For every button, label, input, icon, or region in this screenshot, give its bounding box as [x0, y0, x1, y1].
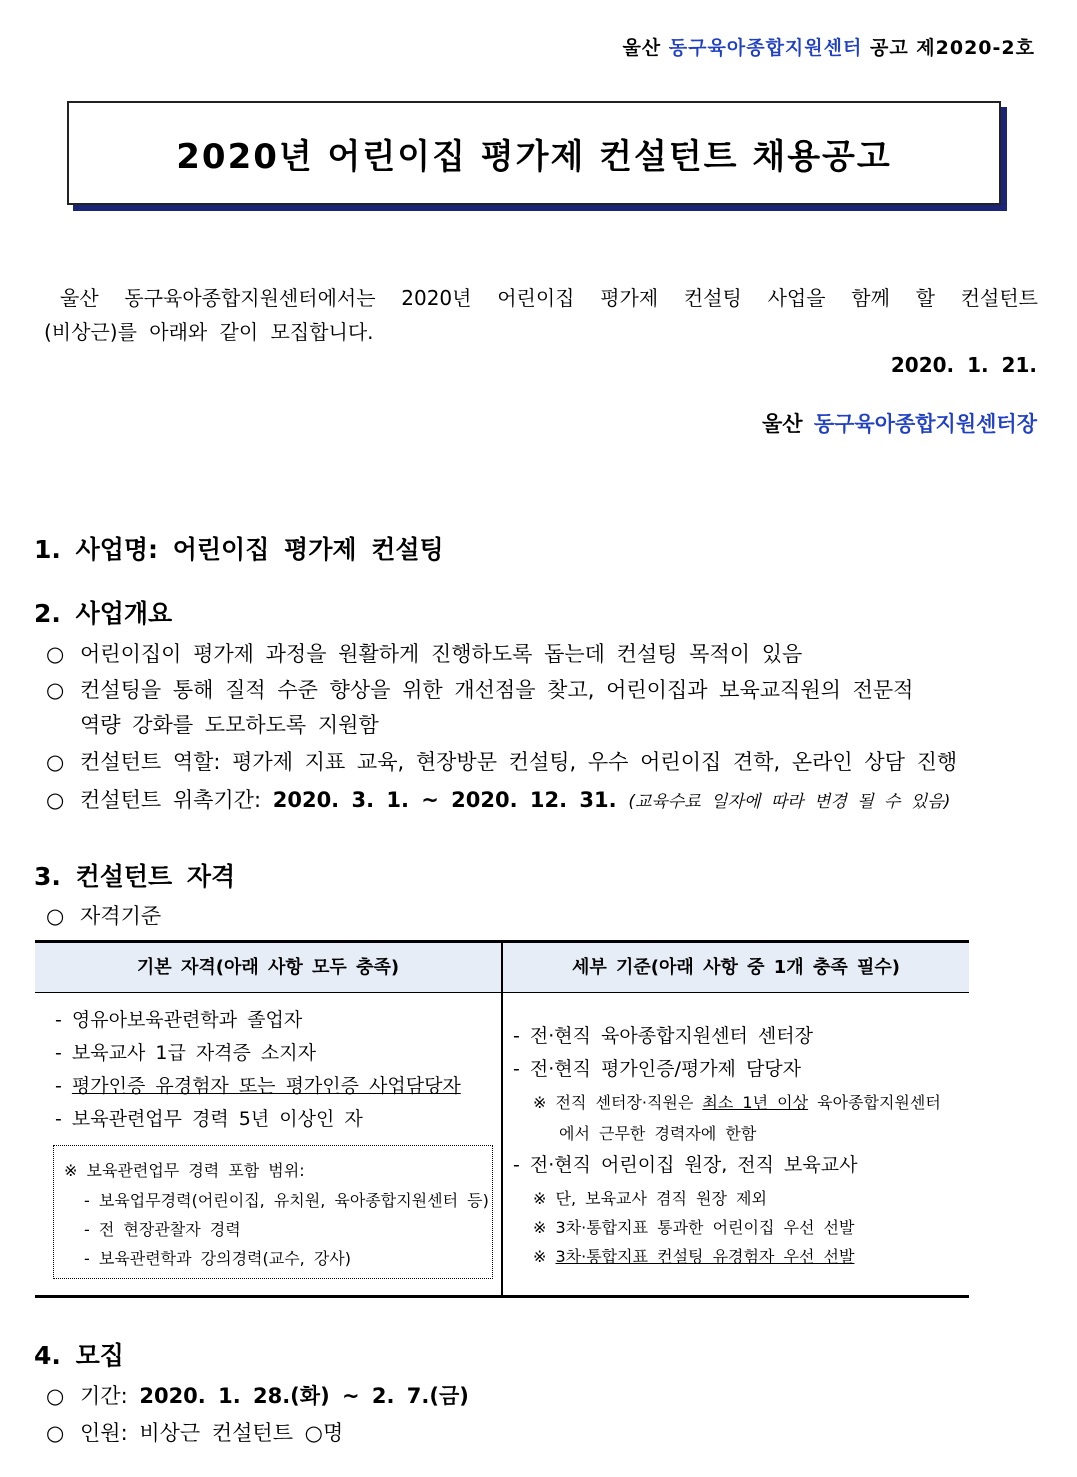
- announcement-date: 2020. 1. 21.: [890, 353, 1037, 377]
- list-item: - 보육관련업무 경력 5년 이상인 자: [55, 1108, 363, 1130]
- list-item: ○ 기간: 2020. 1. 28.(화) ~ 2. 7.(금): [46, 1384, 469, 1408]
- notice-number: 울산 동구육아종합지원센터 공고 제2020-2호: [622, 37, 1035, 59]
- note: ※ 단, 보육교사 겸직 원장 제외: [533, 1189, 767, 1208]
- list-item: - 전·현직 평가인증/평가제 담당자: [513, 1058, 802, 1080]
- qualification-table: [35, 940, 969, 1298]
- list-item: - 평가인증 유경험자 또는 평가인증 사업담당자: [55, 1075, 461, 1097]
- section-4-heading: 4. 모집: [34, 1341, 124, 1370]
- note: ※ 전직 센터장·직원은 최소 1년 이상 육아종합지원센터: [533, 1093, 941, 1112]
- list-item: - 영유아보육관련학과 졸업자: [55, 1009, 303, 1031]
- section-2-heading: 2. 사업개요: [34, 599, 173, 628]
- list-item: ○ 컨설턴트 역할: 평가제 지표 교육, 현장방문 컨설팅, 우수 어린이집 견학, 온라인 상담 진행: [46, 750, 958, 774]
- sub-heading: ○ 자격기준: [46, 904, 162, 928]
- intro-paragraph: 울산 동구육아종합지원센터에서는 2020년 어린이집 평가제 컨설팅 사업을 함께 할 컨설턴트 (비상근)를 아래와 같이 모집합니다.: [44, 286, 1038, 344]
- list-item: ○ 어린이집이 평가제 과정을 원활하게 진행하도록 돕는데 컨설팅 목적이 있음: [46, 642, 803, 666]
- signature: 울산 동구육아종합지원센터장: [761, 412, 1037, 436]
- list-item: ○ 컨설팅을 통해 질적 수준 향상을 위한 개선점을 찾고, 어린이집과 보육교직원의 전문적: [46, 678, 914, 702]
- list-item: ○ 인원: 비상근 컨설턴트 ○명: [46, 1421, 344, 1445]
- title-box: [67, 101, 1001, 205]
- column-header-detail: 세부 기준(아래 사항 중 1개 충족 필수): [571, 957, 900, 978]
- section-3-heading: 3. 컨설턴트 자격: [34, 862, 236, 891]
- list-item: - 보육교사 1급 자격증 소지자: [55, 1042, 316, 1064]
- note: ※ 3차·통합지표 컨설팅 유경험자 우선 선발: [533, 1247, 855, 1266]
- note: ※ 3차·통합지표 통과한 어린이집 우선 선발: [533, 1218, 855, 1237]
- column-header-basic: 기본 자격(아래 사항 모두 충족): [136, 957, 400, 978]
- list-item: ○ 컨설턴트 위촉기간: 2020. 3. 1. ~ 2020. 12. 31. (교육수료 일자에 따라 변경 될 수 있음): [46, 788, 951, 812]
- column-divider: [501, 943, 503, 1295]
- notice-org: 동구육아종합지원센터: [668, 37, 863, 59]
- list-item-continuation: 역량 강화를 도모하도록 지원함: [80, 713, 379, 737]
- list-item: - 전·현직 육아종합지원센터 센터장: [513, 1025, 813, 1047]
- experience-scope-box: ※ 보육관련업무 경력 포함 범위: - 보육업무경력(어린이집, 유치원, 육아종합지원센터 등) - 전 현장관찰자 경력 - 보육관련학과 강의경력(교수, 강사): [53, 1145, 493, 1279]
- list-item: - 전·현직 어린이집 원장, 전직 보육교사: [513, 1154, 858, 1176]
- page-title: 2020년 어린이집 평가제 컨설턴트 채용공고: [176, 136, 892, 177]
- section-1-heading: 1. 사업명: 어린이집 평가제 컨설팅: [34, 535, 444, 564]
- note: 에서 근무한 경력자에 한함: [559, 1124, 757, 1143]
